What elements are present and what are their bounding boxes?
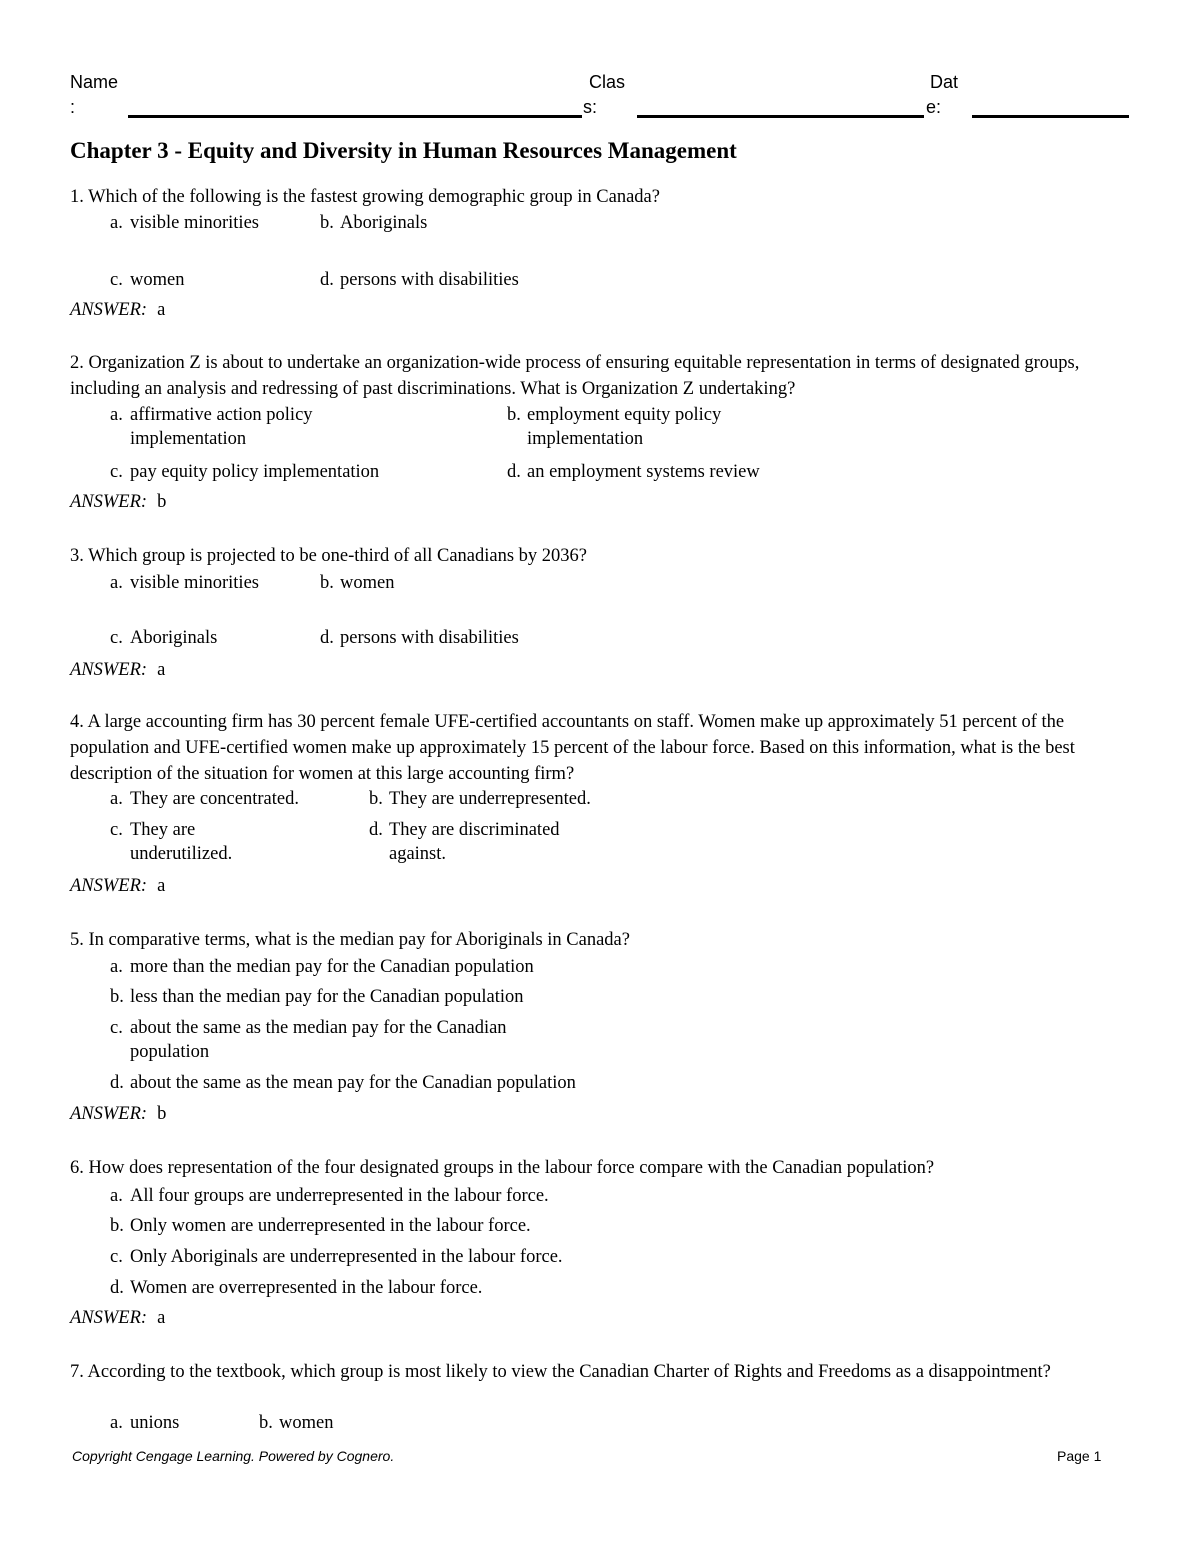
- q1-option-a: a. visible minorities: [110, 213, 259, 233]
- q4-option-a: a. They are concentrated.: [110, 789, 299, 809]
- q6-answer: ANSWER: a: [70, 1308, 166, 1328]
- q4-answer: ANSWER: a: [70, 876, 166, 896]
- class-field-line[interactable]: [637, 115, 924, 118]
- q1-answer: ANSWER: a: [70, 300, 166, 320]
- name-field-line[interactable]: [128, 115, 582, 118]
- q5-option-b: b. less than the median pay for the Canadian population: [110, 987, 524, 1007]
- q3-answer: ANSWER: a: [70, 660, 166, 680]
- class-label-colon: s:: [583, 97, 598, 117]
- page-number: Page 1: [1057, 1448, 1102, 1464]
- date-label-colon: e:: [926, 97, 942, 117]
- q2-answer: ANSWER: b: [70, 492, 167, 512]
- q6-option-d: d. Women are overrepresented in the labour force.: [110, 1278, 483, 1298]
- question-7-text: 7. According to the textbook, which group is most likely to view the Canadian Charter of Rights and Freedoms as a disappointment?: [70, 1362, 1051, 1382]
- q5-answer: ANSWER: b: [70, 1104, 167, 1124]
- q4-option-d: d. They are discriminated against.: [369, 820, 560, 864]
- question-1-text: 1. Which of the following is the fastest growing demographic group in Canada?: [70, 187, 660, 207]
- q7-option-b: b. women: [259, 1413, 334, 1433]
- q7-option-a: a. unions: [110, 1413, 180, 1433]
- q2-option-a: a. affirmative action policy implementation: [110, 405, 313, 449]
- class-label: Clas: [589, 72, 626, 92]
- q2-option-b: b. employment equity policy implementation: [507, 405, 722, 449]
- question-4-text: 4. A large accounting firm has 30 percent female UFE-certified accountants on staff. Women make up approximately 51 percent of the population and UFE-certified women make up approximately 15 percent of the labour force. Based on this information, what is the best description of the situation for women at this large accounting firm?: [70, 712, 1075, 784]
- question-6-text: 6. How does representation of the four designated groups in the labour force compare with the Canadian population?: [70, 1158, 935, 1178]
- date-label: Dat: [930, 72, 959, 92]
- q1-option-d: d. persons with disabilities: [320, 270, 519, 290]
- q3-option-b: b. women: [320, 573, 395, 593]
- q4-option-b: b. They are underrepresented.: [369, 789, 591, 809]
- copyright-footer: Copyright Cengage Learning. Powered by Cognero.: [72, 1448, 395, 1464]
- name-label: Name: [70, 72, 119, 92]
- q5-option-a: a. more than the median pay for the Canadian population: [110, 957, 534, 977]
- q6-option-c: c. Only Aboriginals are underrepresented in the labour force.: [110, 1247, 563, 1267]
- name-label-colon: :: [70, 97, 76, 117]
- q4-option-c: c. They are underutilized.: [110, 820, 233, 864]
- q3-option-a: a. visible minorities: [110, 573, 259, 593]
- question-5-text: 5. In comparative terms, what is the median pay for Aboriginals in Canada?: [70, 930, 630, 950]
- question-2-text: 2. Organization Z is about to undertake an organization-wide process of ensuring equitable representation in terms of designated groups, including an analysis and redressing of past discriminations. What is Organization Z undertaking?: [70, 353, 1080, 399]
- q1-option-c: c. women: [110, 270, 185, 290]
- q5-option-c: c. about the same as the median pay for the Canadian population: [110, 1018, 507, 1062]
- q3-option-c: c. Aboriginals: [110, 628, 218, 648]
- q2-option-d: d. an employment systems review: [507, 462, 760, 482]
- q6-option-a: a. All four groups are underrepresented in the labour force.: [110, 1186, 549, 1206]
- q5-option-d: d. about the same as the mean pay for the Canadian population: [110, 1073, 576, 1093]
- q6-option-b: b. Only women are underrepresented in the labour force.: [110, 1216, 531, 1236]
- chapter-title: Chapter 3 - Equity and Diversity in Human Resources Management: [70, 138, 737, 163]
- q3-option-d: d. persons with disabilities: [320, 628, 519, 648]
- q2-option-c: c. pay equity policy implementation: [110, 462, 380, 482]
- q1-option-b: b. Aboriginals: [320, 213, 428, 233]
- date-field-line[interactable]: [972, 115, 1129, 118]
- question-3-text: 3. Which group is projected to be one-third of all Canadians by 2036?: [70, 546, 588, 566]
